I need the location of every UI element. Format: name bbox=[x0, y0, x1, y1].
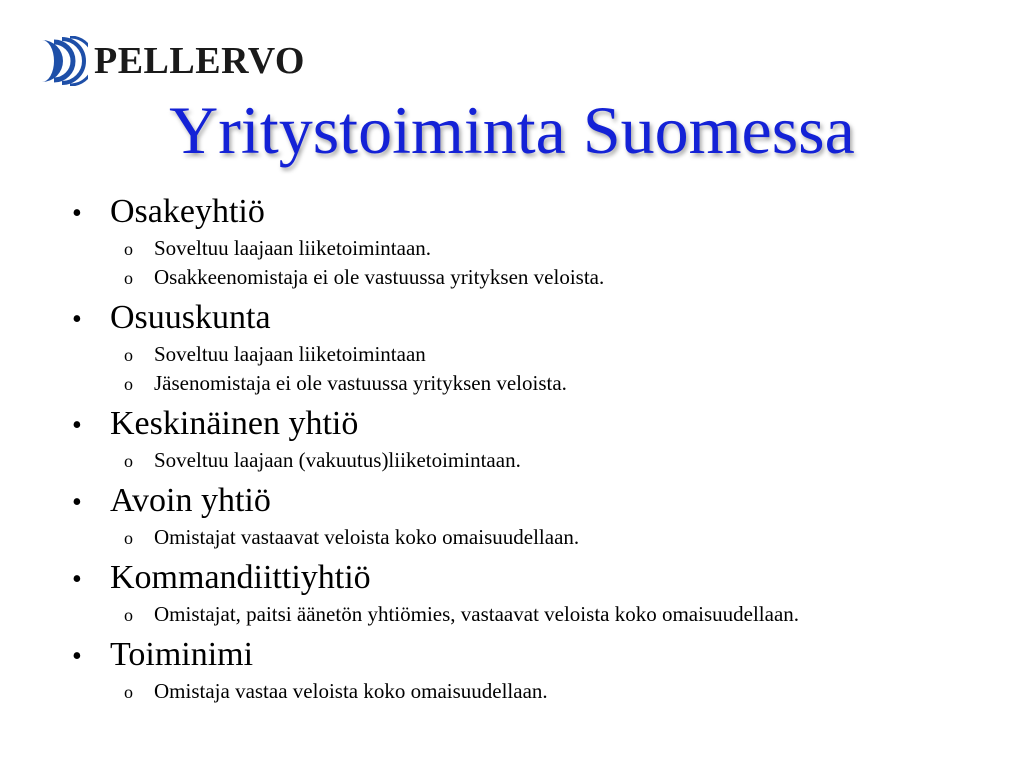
bullet-section bbox=[72, 481, 972, 552]
sub-list bbox=[72, 234, 972, 292]
bullet-dot-icon: • bbox=[72, 410, 82, 441]
sub-list-item bbox=[124, 446, 972, 475]
slide-title: Yritystoiminta Suomessa bbox=[169, 92, 855, 168]
sub-list bbox=[72, 446, 972, 475]
list-item bbox=[72, 404, 972, 446]
sub-list bbox=[72, 340, 972, 398]
circle-bullet-icon: o bbox=[124, 528, 133, 548]
sub-list bbox=[72, 523, 972, 552]
sub-list-item-text: Omistajat, paitsi äänetön yhtiömies, vastaavat veloista koko omaisuudellaan. bbox=[154, 602, 800, 626]
bullet-section bbox=[72, 298, 972, 398]
list-item-label: Avoin yhtiö bbox=[110, 482, 271, 519]
sub-list-item-text: Jäsenomistaja ei ole vastuussa yrityksen veloista. bbox=[154, 371, 567, 395]
sub-list bbox=[72, 677, 972, 706]
bullet-section bbox=[72, 404, 972, 475]
sub-list-item bbox=[124, 600, 972, 629]
sub-list bbox=[72, 600, 972, 629]
list-item bbox=[72, 192, 972, 234]
sub-list-item bbox=[124, 677, 972, 706]
list-item-label: Keskinäinen yhtiö bbox=[110, 405, 359, 442]
bullet-dot-icon: • bbox=[72, 564, 82, 595]
list-item bbox=[72, 635, 972, 677]
list-item-label: Toiminimi bbox=[110, 636, 254, 673]
sub-list-item-text: Omistaja vastaa veloista koko omaisuudellaan. bbox=[154, 679, 548, 703]
list-item bbox=[72, 558, 972, 600]
circle-bullet-icon: o bbox=[124, 682, 133, 702]
sub-list-item bbox=[124, 340, 972, 369]
pellervo-logo bbox=[32, 36, 305, 86]
bullet-section bbox=[72, 558, 972, 629]
circle-bullet-icon: o bbox=[124, 239, 133, 259]
sub-list-item-text: Osakkeenomistaja ei ole vastuussa yrityksen veloista. bbox=[154, 265, 605, 289]
sub-list-item-text: Soveltuu laajaan liiketoimintaan bbox=[154, 342, 426, 366]
sub-list-item bbox=[124, 369, 972, 398]
circle-bullet-icon: o bbox=[124, 345, 133, 365]
list-item bbox=[72, 481, 972, 523]
bullet-section bbox=[72, 192, 972, 292]
bullet-list bbox=[72, 192, 972, 712]
circle-bullet-icon: o bbox=[124, 268, 133, 288]
circle-bullet-icon: o bbox=[124, 374, 133, 394]
pellervo-logo-icon bbox=[32, 36, 88, 86]
bullet-dot-icon: • bbox=[72, 487, 82, 518]
sub-list-item-text: Soveltuu laajaan (vakuutus)liiketoimintaan. bbox=[154, 448, 521, 472]
bullet-dot-icon: • bbox=[72, 304, 82, 335]
list-item-label: Osuuskunta bbox=[110, 299, 271, 336]
bullet-dot-icon: • bbox=[72, 641, 82, 672]
bullet-dot-icon: • bbox=[72, 198, 82, 229]
circle-bullet-icon: o bbox=[124, 451, 133, 471]
circle-bullet-icon: o bbox=[124, 605, 133, 625]
sub-list-item bbox=[124, 234, 972, 263]
logo-text: PELLERVO bbox=[94, 40, 305, 82]
list-item-label: Kommandiittiyhtiö bbox=[110, 559, 371, 596]
sub-list-item bbox=[124, 523, 972, 552]
sub-list-item bbox=[124, 263, 972, 292]
bullet-section bbox=[72, 635, 972, 706]
sub-list-item-text: Soveltuu laajaan liiketoimintaan. bbox=[154, 236, 432, 260]
sub-list-item-text: Omistajat vastaavat veloista koko omaisuudellaan. bbox=[154, 525, 580, 549]
list-item-label: Osakeyhtiö bbox=[110, 193, 265, 230]
list-item bbox=[72, 298, 972, 340]
